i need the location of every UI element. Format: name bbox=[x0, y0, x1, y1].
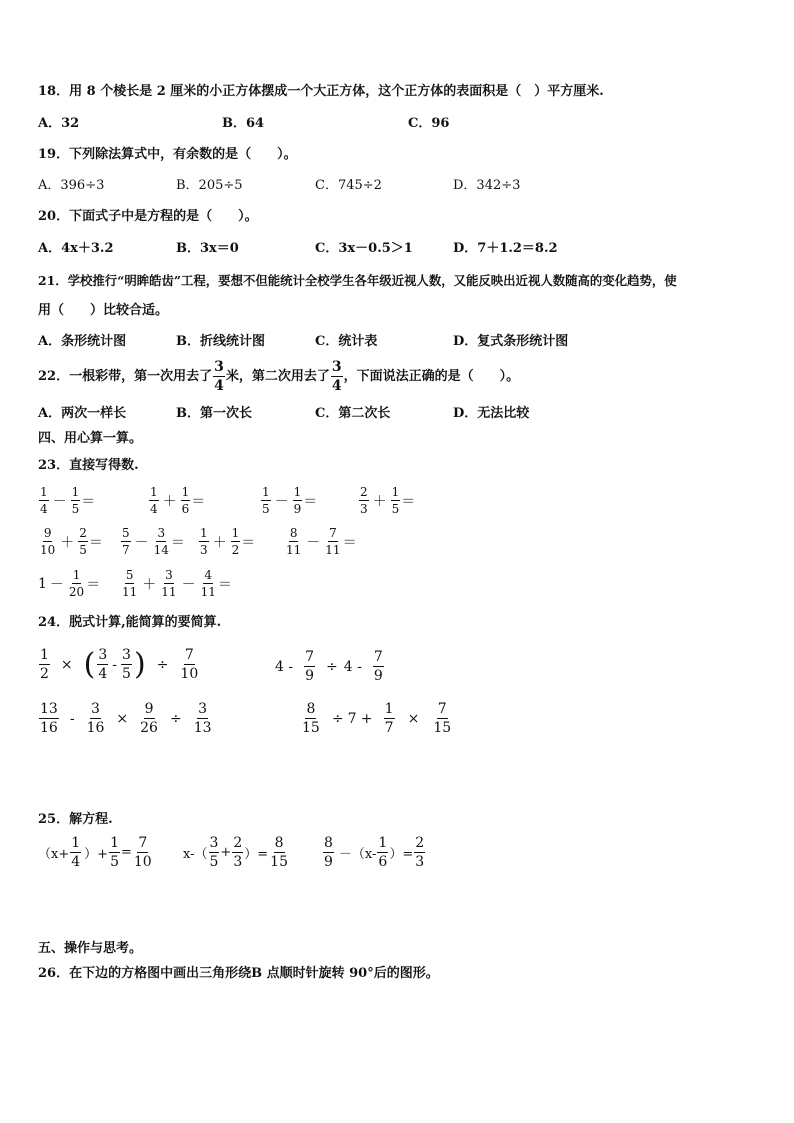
q18-option-b[interactable]: B．64 bbox=[222, 116, 265, 131]
q24-expr-2: 4 - $\frac{7}{9}$ ÷ 4 - 7 9 bbox=[275, 649, 383, 684]
q20-text: 20．下面式子中是方程的是（ ）。 bbox=[38, 209, 258, 224]
q20-option-c[interactable]: C．3x－0.5＞1 bbox=[315, 241, 413, 256]
q23-item-4: 2 3 ＋ 1 5 ＝ bbox=[360, 485, 416, 516]
q23-item-7: 1 3 ＋ 1 2 ＝ bbox=[200, 526, 256, 557]
q24-expr-4: $\frac{8}{15}$ ÷ 7 + $\frac{1}{7}$ × $\frac{7}{15}$ bbox=[302, 701, 452, 736]
q19-option-d[interactable]: D．342÷3 bbox=[453, 178, 521, 193]
q22-text-part2: 米，第二次用去了 bbox=[225, 368, 330, 384]
q20-option-a[interactable]: A．4x＋3.2 bbox=[38, 241, 114, 256]
q24-title: 24．脱式计算,能简算的要简算. bbox=[38, 615, 222, 630]
q22-option-d[interactable]: D．无法比较 bbox=[453, 406, 530, 421]
q21-text-line2: 用（ ）比较合适。 bbox=[38, 303, 169, 318]
q25-equation-3: 8 9 －（x- 1 6 ）= $\frac{2}{3}$ bbox=[324, 835, 425, 870]
q22-text-part3: ，下面说法正确的是（ ）。 bbox=[343, 368, 520, 384]
section-5-heading: 五、操作与思考。 bbox=[38, 941, 143, 956]
q19-text: 19．下列除法算式中，有余数的是（ ）。 bbox=[38, 147, 297, 162]
q23-item-8: 8 11 － 7 11 ＝ bbox=[286, 526, 357, 557]
q22-text bbox=[38, 360, 519, 393]
q19-option-b[interactable]: B．205÷5 bbox=[176, 178, 243, 193]
q19-option-c[interactable]: C．745÷2 bbox=[315, 178, 382, 193]
q25-equation-2: x-（ 3 5 + $\frac{2}{3}$ ）= $\frac{8}{15}$ bbox=[183, 835, 288, 870]
q21-option-c[interactable]: C．统计表 bbox=[315, 334, 378, 349]
q23-item-3: 1 5 － 1 9 ＝ bbox=[262, 485, 318, 516]
q25-equation-1: （x+ $\frac{1}{4}$ ）+ $\frac{1}{5}$ = $\frac{7}{10}$ bbox=[38, 835, 152, 870]
q23-item-6: 5 7 － 3 14 ＝ bbox=[122, 526, 185, 557]
q22-option-b[interactable]: B．第一次长 bbox=[176, 406, 252, 421]
q22-option-a[interactable]: A．两次一样长 bbox=[38, 406, 127, 421]
q23-item-2: 1 4 ＋ 1 6 ＝ bbox=[150, 485, 206, 516]
q20-option-d[interactable]: D．7＋1.2＝8.2 bbox=[453, 241, 558, 256]
q18-option-a[interactable]: A．32 bbox=[38, 116, 80, 131]
q21-option-b[interactable]: B．折线统计图 bbox=[176, 334, 265, 349]
section-4-heading: 四、用心算一算。 bbox=[38, 431, 143, 446]
q24-expr-3: 13 16 - $\frac{3}{16}$ × $\frac{9}{26}$ ÷ $\frac{3}{13}$ bbox=[40, 701, 212, 736]
q18-text: 18．用 8 个棱长是 2 厘米的小正方体摆成一个大正方体，这个正方体的表面积是（ ）平方厘米. bbox=[38, 84, 604, 99]
q18-option-c[interactable]: C．96 bbox=[408, 116, 450, 131]
q21-text-line1: 21．学校推行“明眸皓齿”工程，要想不但能统计全校学生各年级近视人数，又能反映出近视人数随高的变化趋势，使 bbox=[38, 273, 677, 288]
q21-option-d[interactable]: D．复式条形统计图 bbox=[453, 334, 569, 349]
q19-option-a[interactable]: A．396÷3 bbox=[38, 178, 105, 193]
q22-option-c[interactable]: C．第二次长 bbox=[315, 406, 391, 421]
q22-fraction-1: 3 4 bbox=[214, 359, 224, 394]
q25-title: 25．解方程. bbox=[38, 812, 113, 827]
q23-item-9: 1 － 1 20 ＝ bbox=[38, 568, 101, 599]
q23-item-5: 9 10 ＋ 2 5 ＝ bbox=[40, 526, 103, 557]
q23-title: 23．直接写得数. bbox=[38, 458, 139, 473]
q20-option-b[interactable]: B．3x＝0 bbox=[176, 241, 239, 256]
q22-text-part1: 22．一根彩带，第一次用去了 bbox=[38, 368, 213, 384]
q21-option-a[interactable]: A．条形统计图 bbox=[38, 334, 127, 349]
q23-item-10: 5 11 ＋ 3 11 － 4 11 ＝ bbox=[122, 568, 232, 599]
q23-item-1: 1 4 － 1 5 ＝ bbox=[40, 485, 96, 516]
q26-text: 26．在下边的方格图中画出三角形绕B 点顺时针旋转 90°后的图形。 bbox=[38, 966, 439, 981]
q22-fraction-2: 3 4 bbox=[331, 359, 342, 394]
q24-expr-1: $\frac{1}{2}$ × ( 3 4 - 3 5 ) ÷ $\frac{7}{10}$ bbox=[40, 646, 199, 682]
